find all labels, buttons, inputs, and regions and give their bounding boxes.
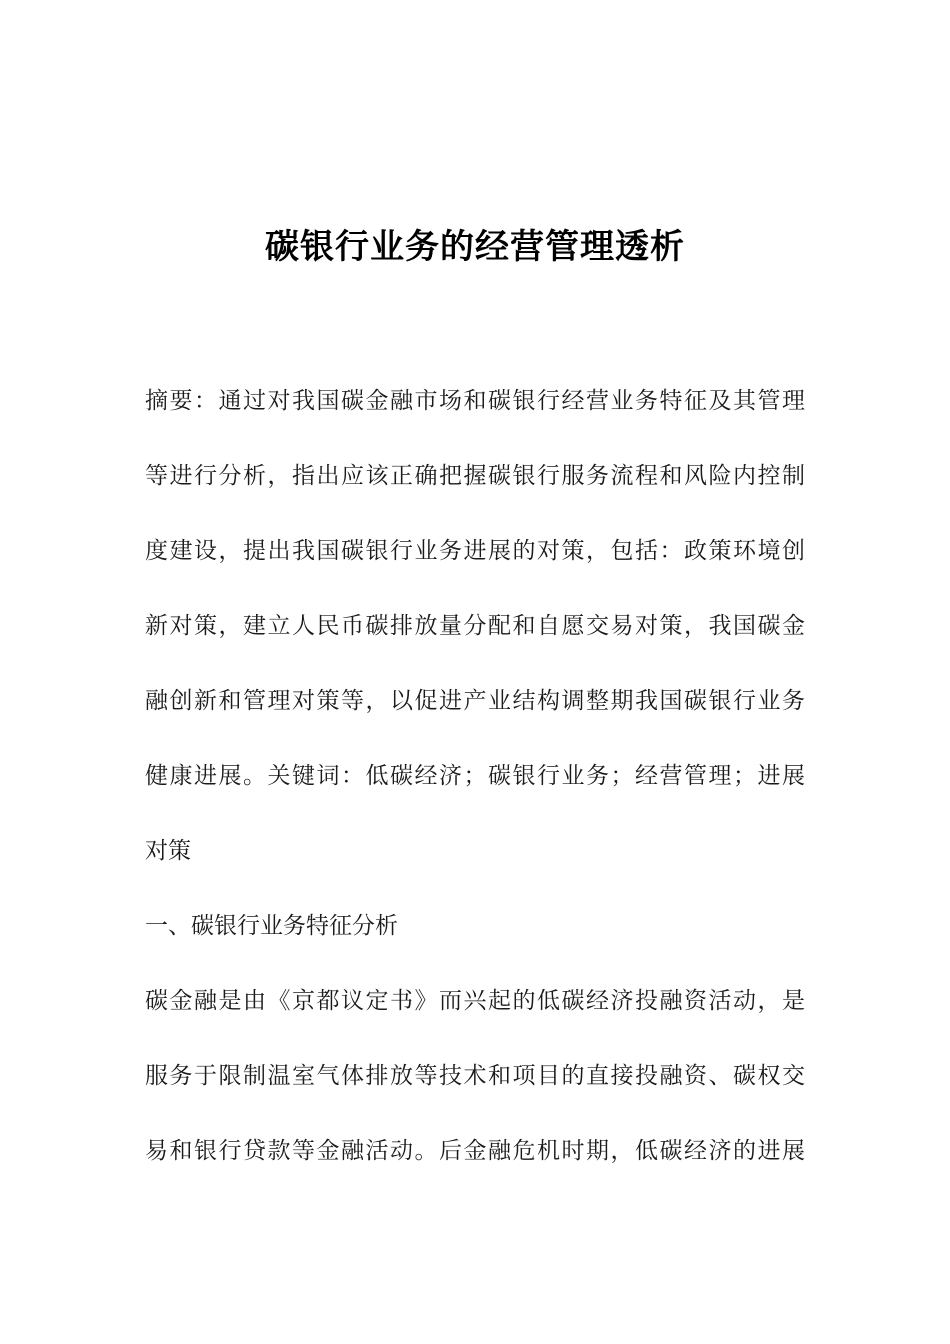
keywords-line-end: 对策 — [145, 838, 191, 864]
body-line-2: 服务于限制温室气体排放等技术和项目的直接投融资、碳权交 — [145, 1063, 805, 1089]
body-line-1: 碳金融是由《京都议定书》而兴起的低碳经济投融资活动，是 — [145, 988, 805, 1014]
document-title: 碳银行业务的经营管理透析 — [265, 227, 685, 267]
body-line-3: 易和银行贷款等金融活动。后金融危机时期，低碳经济的进展 — [145, 1138, 805, 1164]
abstract-line-3: 度建设，提出我国碳银行业务进展的对策，包括：政策环境创 — [145, 538, 805, 564]
abstract-line-1: 摘要：通过对我国碳金融市场和碳银行经营业务特征及其管理 — [145, 388, 805, 414]
keywords-line: 健康进展。关键词：低碳经济；碳银行业务；经营管理；进展 — [145, 763, 805, 789]
abstract-line-5: 融创新和管理对策等，以促进产业结构调整期我国碳银行业务 — [145, 688, 805, 714]
section-heading: 一、碳银行业务特征分析 — [145, 913, 398, 939]
abstract-line-2: 等进行分析，指出应该正确把握碳银行服务流程和风险内控制 — [145, 463, 805, 489]
abstract-line-4: 新对策，建立人民币碳排放量分配和自愿交易对策，我国碳金 — [145, 613, 805, 639]
